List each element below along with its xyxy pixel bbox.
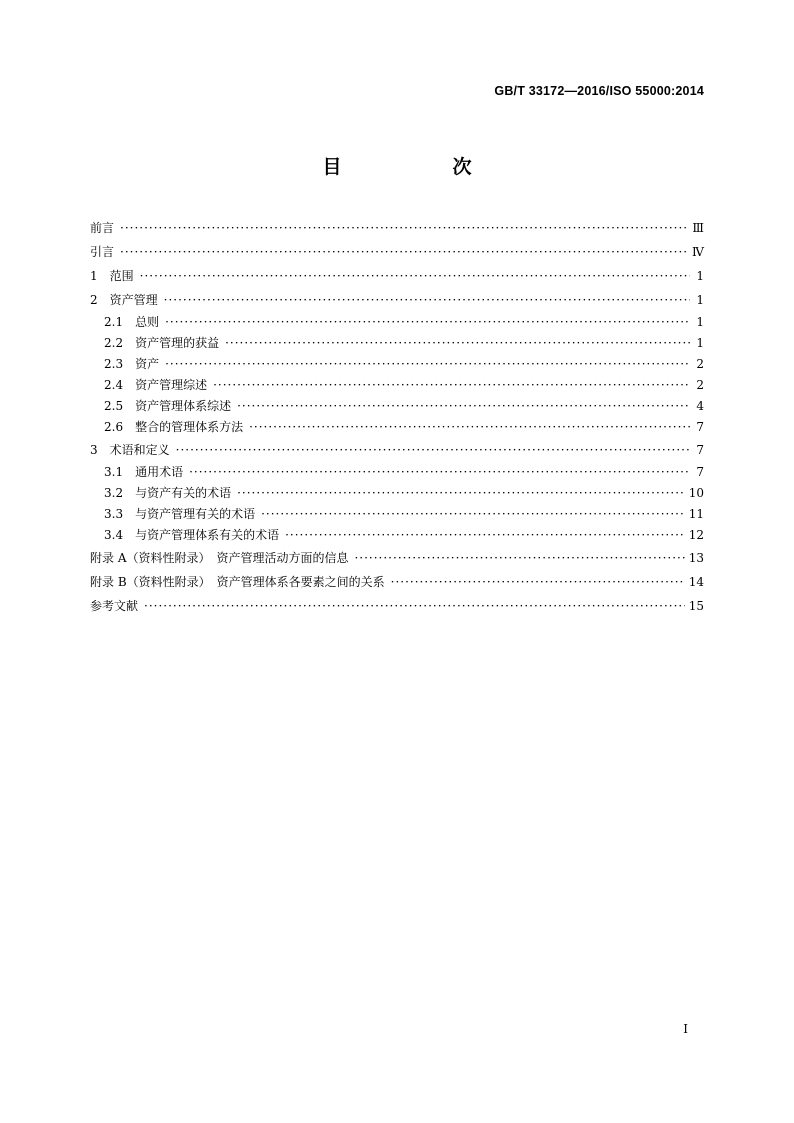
toc-page-number: 1 (696, 293, 704, 307)
toc-label: 附录 B（资料性附录） 资产管理体系各要素之间的关系 (90, 575, 385, 589)
toc-leader (261, 504, 685, 525)
toc-label: 3 术语和定义 (90, 443, 170, 457)
toc-entry[interactable] (90, 264, 704, 288)
toc-label: 前言 (90, 221, 115, 235)
page-title: 目 次 (322, 156, 518, 178)
toc-subentry[interactable] (90, 333, 704, 354)
toc-label: 2 资产管理 (90, 293, 158, 307)
toc-entry[interactable] (90, 288, 704, 312)
toc-subentry[interactable] (90, 504, 704, 525)
toc-page-number: 10 (688, 486, 704, 500)
toc-subentry[interactable] (90, 417, 704, 438)
toc-entry[interactable] (90, 240, 704, 264)
toc-page-number: 11 (688, 507, 704, 521)
toc-leader (144, 594, 685, 618)
toc-page-number: 2 (696, 357, 704, 371)
toc-subentry[interactable] (90, 462, 704, 483)
toc-subentry[interactable] (90, 525, 704, 546)
toc-leader (176, 438, 690, 462)
toc-label: 2.5 资产管理体系综述 (104, 399, 232, 413)
toc-page-number: Ⅳ (692, 245, 704, 259)
toc-subentry[interactable] (90, 483, 704, 504)
toc-page-number: 7 (696, 465, 704, 479)
toc-label: 引言 (90, 245, 115, 259)
toc-label: 3.1 通用术语 (104, 465, 184, 479)
toc-page-number: 15 (688, 599, 704, 613)
toc-leader (120, 216, 688, 240)
toc-page-number: Ⅲ (692, 221, 704, 235)
toc-page-number: 13 (688, 551, 704, 565)
toc-entry[interactable] (90, 546, 704, 570)
toc-leader (120, 240, 688, 264)
toc-leader (225, 333, 690, 354)
toc-label: 3.2 与资产有关的术语 (104, 486, 232, 500)
toc-leader (237, 396, 690, 417)
toc-page-number: 12 (688, 528, 704, 542)
toc-label: 1 范围 (90, 269, 134, 283)
toc-leader (165, 312, 690, 333)
standard-code: GB/T 33172—2016/ISO 55000:2014 (494, 84, 704, 98)
toc-label: 参考文献 (90, 599, 139, 613)
toc-leader (237, 483, 685, 504)
toc-leader (391, 570, 685, 594)
toc-label: 2.2 资产管理的获益 (104, 336, 220, 350)
toc-subentry[interactable] (90, 396, 704, 417)
toc-page-number: 7 (696, 443, 704, 457)
toc-leader (285, 525, 685, 546)
toc-entry[interactable] (90, 216, 704, 240)
toc-leader (189, 462, 690, 483)
toc-leader (165, 354, 690, 375)
toc-leader (249, 417, 690, 438)
toc-label: 2.3 资产 (104, 357, 160, 371)
toc-entry[interactable] (90, 570, 704, 594)
toc-page-number: 1 (696, 336, 704, 350)
toc-label: 2.6 整合的管理体系方法 (104, 420, 244, 434)
toc-page-number: 1 (696, 269, 704, 283)
toc-entry[interactable] (90, 594, 704, 618)
toc-page-number: 14 (688, 575, 704, 589)
page-number: I (683, 1022, 688, 1036)
toc-page-number: 1 (696, 315, 704, 329)
toc-label: 2.1 总则 (104, 315, 160, 329)
toc-leader (354, 546, 684, 570)
toc-subentry[interactable] (90, 375, 704, 396)
table-of-contents (90, 216, 704, 618)
toc-subentry[interactable] (90, 312, 704, 333)
toc-entry[interactable] (90, 438, 704, 462)
toc-page-number: 2 (696, 378, 704, 392)
toc-leader (213, 375, 690, 396)
toc-label: 2.4 资产管理综述 (104, 378, 208, 392)
toc-label: 附录 A（资料性附录） 资产管理活动方面的信息 (90, 551, 349, 565)
toc-page-number: 4 (696, 399, 704, 413)
toc-page-number: 7 (696, 420, 704, 434)
toc-leader (140, 264, 690, 288)
toc-label: 3.4 与资产管理体系有关的术语 (104, 528, 280, 542)
toc-leader (164, 288, 690, 312)
toc-label: 3.3 与资产管理有关的术语 (104, 507, 256, 521)
toc-subentry[interactable] (90, 354, 704, 375)
